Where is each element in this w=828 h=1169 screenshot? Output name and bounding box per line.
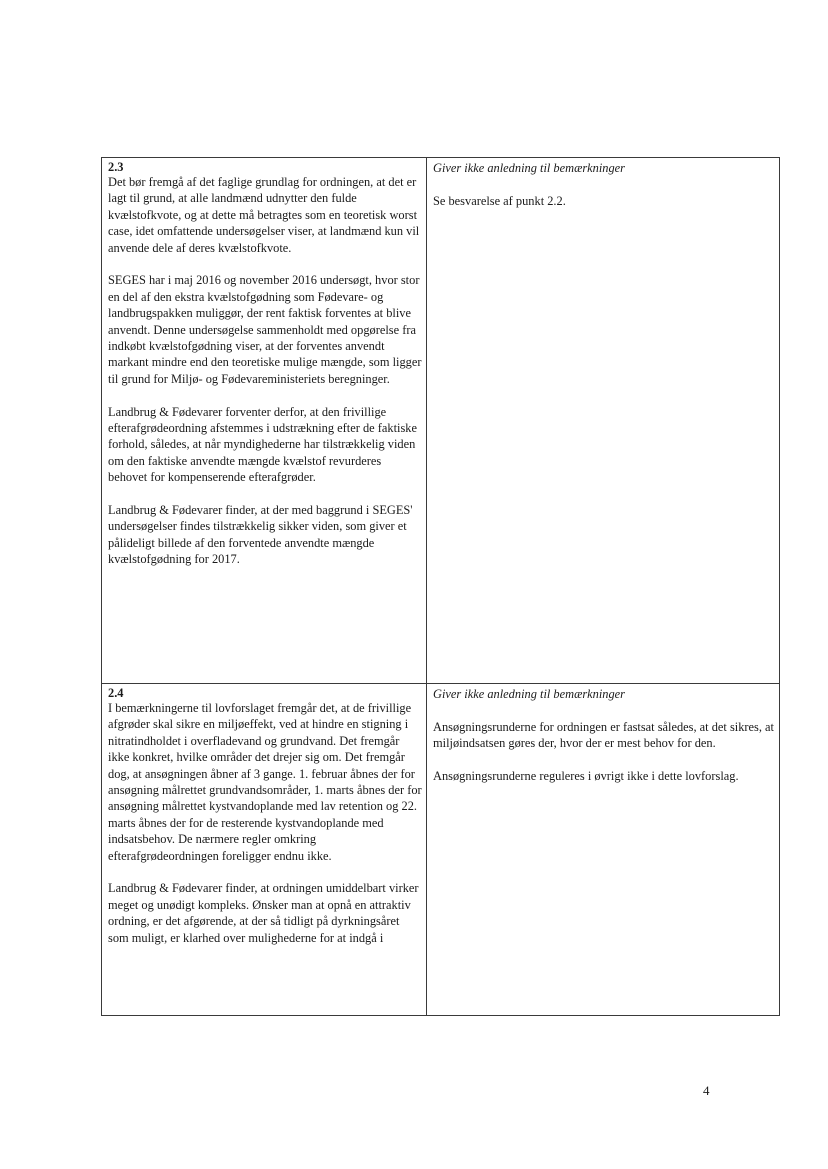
- comment-paragraph: SEGES har i maj 2016 og november 2016 undersøgt, hvor stor en del af den ekstra kvælstofgødning som Fødevare- og landbrugspakken muliggør, der rent faktisk forventes at blive anvendt. Denne undersøgelse sammenholdt med opgørelse fra indkøbt kvælstofgødning viser, at der forventes anvendt markant mindre end den teoretiske mulige mængde, som ligger til grund for Miljø- og Fødevareministeriets beregninger.: [108, 273, 422, 386]
- page-number: 4: [703, 1083, 710, 1098]
- table-row: [102, 158, 779, 683]
- response-verdict: Giver ikke anledning til bemærkninger: [433, 687, 626, 701]
- comment-paragraph: Det bør fremgå af det faglige grundlag for ordningen, at det er lagt til grund, at alle landmænd udnytter den fulde kvælstofkvote, og at dette må betragtes som en teoretisk worst case, idet omfattende undersøgelser viser, at landmænd kun vil anvende dele af deres kvælstofkvote.: [108, 175, 420, 255]
- response-paragraph: Ansøgningsrunderne reguleres i øvrigt ikke i dette lovforslag.: [433, 769, 739, 783]
- response-cell: [427, 684, 779, 1015]
- response-verdict: Giver ikke anledning til bemærkninger: [433, 161, 626, 175]
- comment-paragraph: Landbrug & Fødevarer finder, at der med baggrund i SEGES' undersøgelser findes tilstrækkelig sikker viden, som giver et pålideligt billede af den forventede anvendte mængde kvælstofgødning for 2017.: [108, 503, 413, 567]
- item-number: 2.3: [108, 160, 124, 174]
- comment-paragraph: Landbrug & Fødevarer forventer derfor, at den frivillige efterafgrødeordning afstemmes i udstrækning efter de faktiske forhold, således, at når myndighederne har tilstrækkelig viden om den faktiske anvendte mængde kvælstof revurderes behovet for kompenserende efterafgrøder.: [108, 404, 417, 485]
- comments-table: [101, 157, 780, 1016]
- item-number: 2.4: [108, 686, 124, 700]
- comment-cell: [102, 684, 427, 1015]
- table-row: [102, 683, 779, 1015]
- comment-paragraph: I bemærkningerne til lovforslaget fremgår det, at de frivillige afgrøder skal sikre en miljøeffekt, ved at hindre en stigning i nitratindholdet i overfladevand og grundvand. Det fremgår ikke konkret, hvilke områder det drejer sig om. Det fremgår dog, at ansøgningen åbner af 3 gange. 1. februar åbnes der for ansøgning målrettet grundvandsområder, 1. marts åbnes der for ansøgning målrettet kystvandoplande med lav retention og 22. marts åbnes der for de resterende kystvandoplande med indsatsbehov. De nærmere regler omkring efterafgrødeordningen foreligger endnu ikke.: [108, 701, 422, 863]
- comment-cell: [102, 158, 427, 683]
- comment-paragraph: Landbrug & Fødevarer finder, at ordningen umiddelbart virker meget og unødigt kompleks. Ønsker man at opnå en attraktiv ordning, er det afgørende, at der så tidligt på dyrkningsåret som muligt, er klarhed over mulighederne for at indgå i: [108, 881, 419, 945]
- response-paragraph: Ansøgningsrunderne for ordningen er fastsat således, at det sikres, at miljøindsatsen gøres der, hvor der er mest behov for den.: [433, 719, 774, 751]
- response-cell: [427, 158, 779, 683]
- response-paragraph: Se besvarelse af punkt 2.2.: [433, 193, 566, 208]
